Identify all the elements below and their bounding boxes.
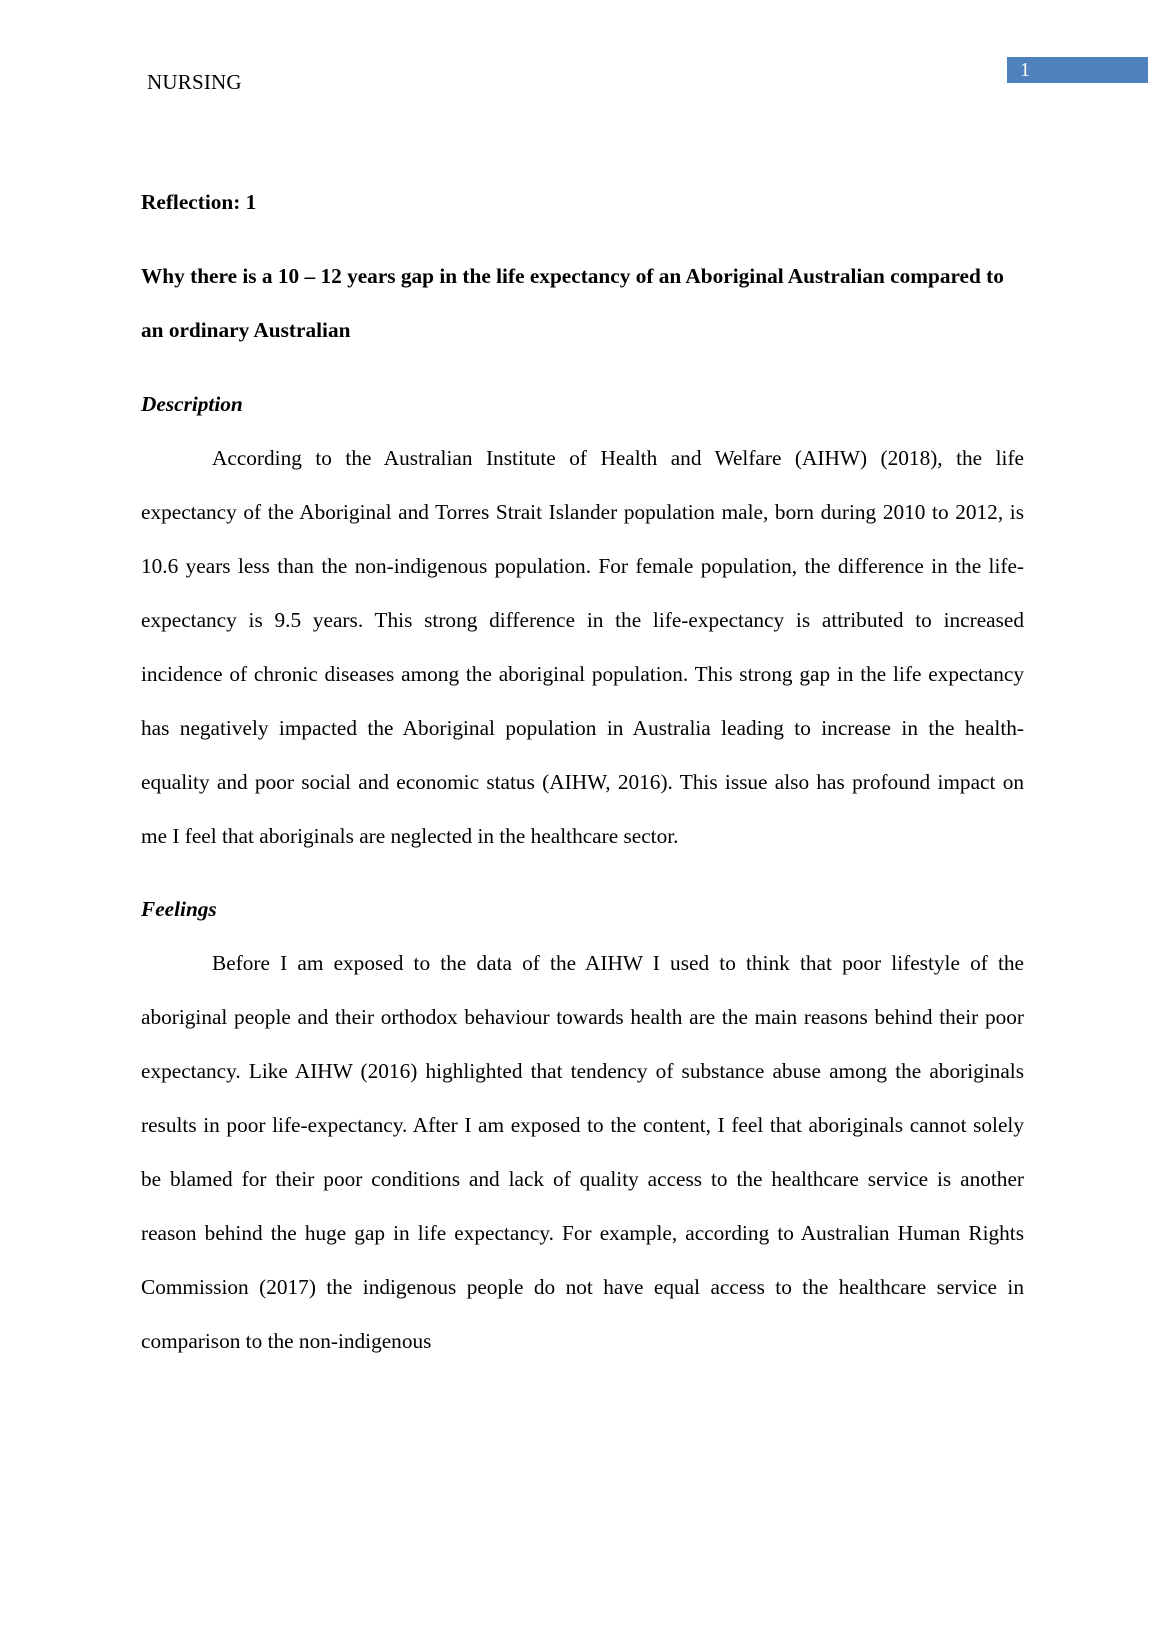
question-title: Why there is a 10 – 12 years gap in the life expectancy of an Aboriginal Australian compared to an ordinary Australian [141, 264, 1004, 342]
section-heading-feelings: Feelings [141, 897, 217, 921]
document-body [141, 175, 1024, 1387]
section-heading-description: Description [141, 392, 243, 416]
feelings-paragraph: Before I am exposed to the data of the AIHW I used to think that poor lifestyle of the aboriginal people and their orthodox behaviour towards health are the main reasons behind their poor expectancy. Like AIHW (2016) highlighted that tendency of substance abuse among the aboriginals results in poor life-expectancy. After I am exposed to the content, I feel that aboriginals cannot solely be blamed for their poor conditions and lack of quality access to the healthcare service is another reason behind the huge gap in life expectancy. For example, according to Australian Human Rights Commission (2017) the indigenous people do not have equal access to the healthcare service in comparison to the non-indigenous [141, 951, 1024, 1353]
description-section [141, 377, 1024, 863]
feelings-section [141, 882, 1024, 1368]
page-number: 1 [1007, 57, 1148, 83]
description-paragraph: According to the Australian Institute of Health and Welfare (AIHW) (2018), the life expectancy of the Aboriginal and Torres Strait Islander population male, born during 2010 to 2012, is 10.6 years less than the non-indigenous population. For female population, the difference in the life-expectancy is 9.5 years. This strong difference in the life-expectancy is attributed to increased incidence of chronic diseases among the aboriginal population. This strong gap in the life expectancy has negatively impacted the Aboriginal population in Australia leading to increase in the health-equality and poor social and economic status (AIHW, 2016). This issue also has profound impact on me I feel that aboriginals are neglected in the healthcare sector. [141, 446, 1024, 848]
reflection-title: Reflection: 1 [141, 190, 257, 214]
running-head: NURSING [147, 70, 242, 94]
